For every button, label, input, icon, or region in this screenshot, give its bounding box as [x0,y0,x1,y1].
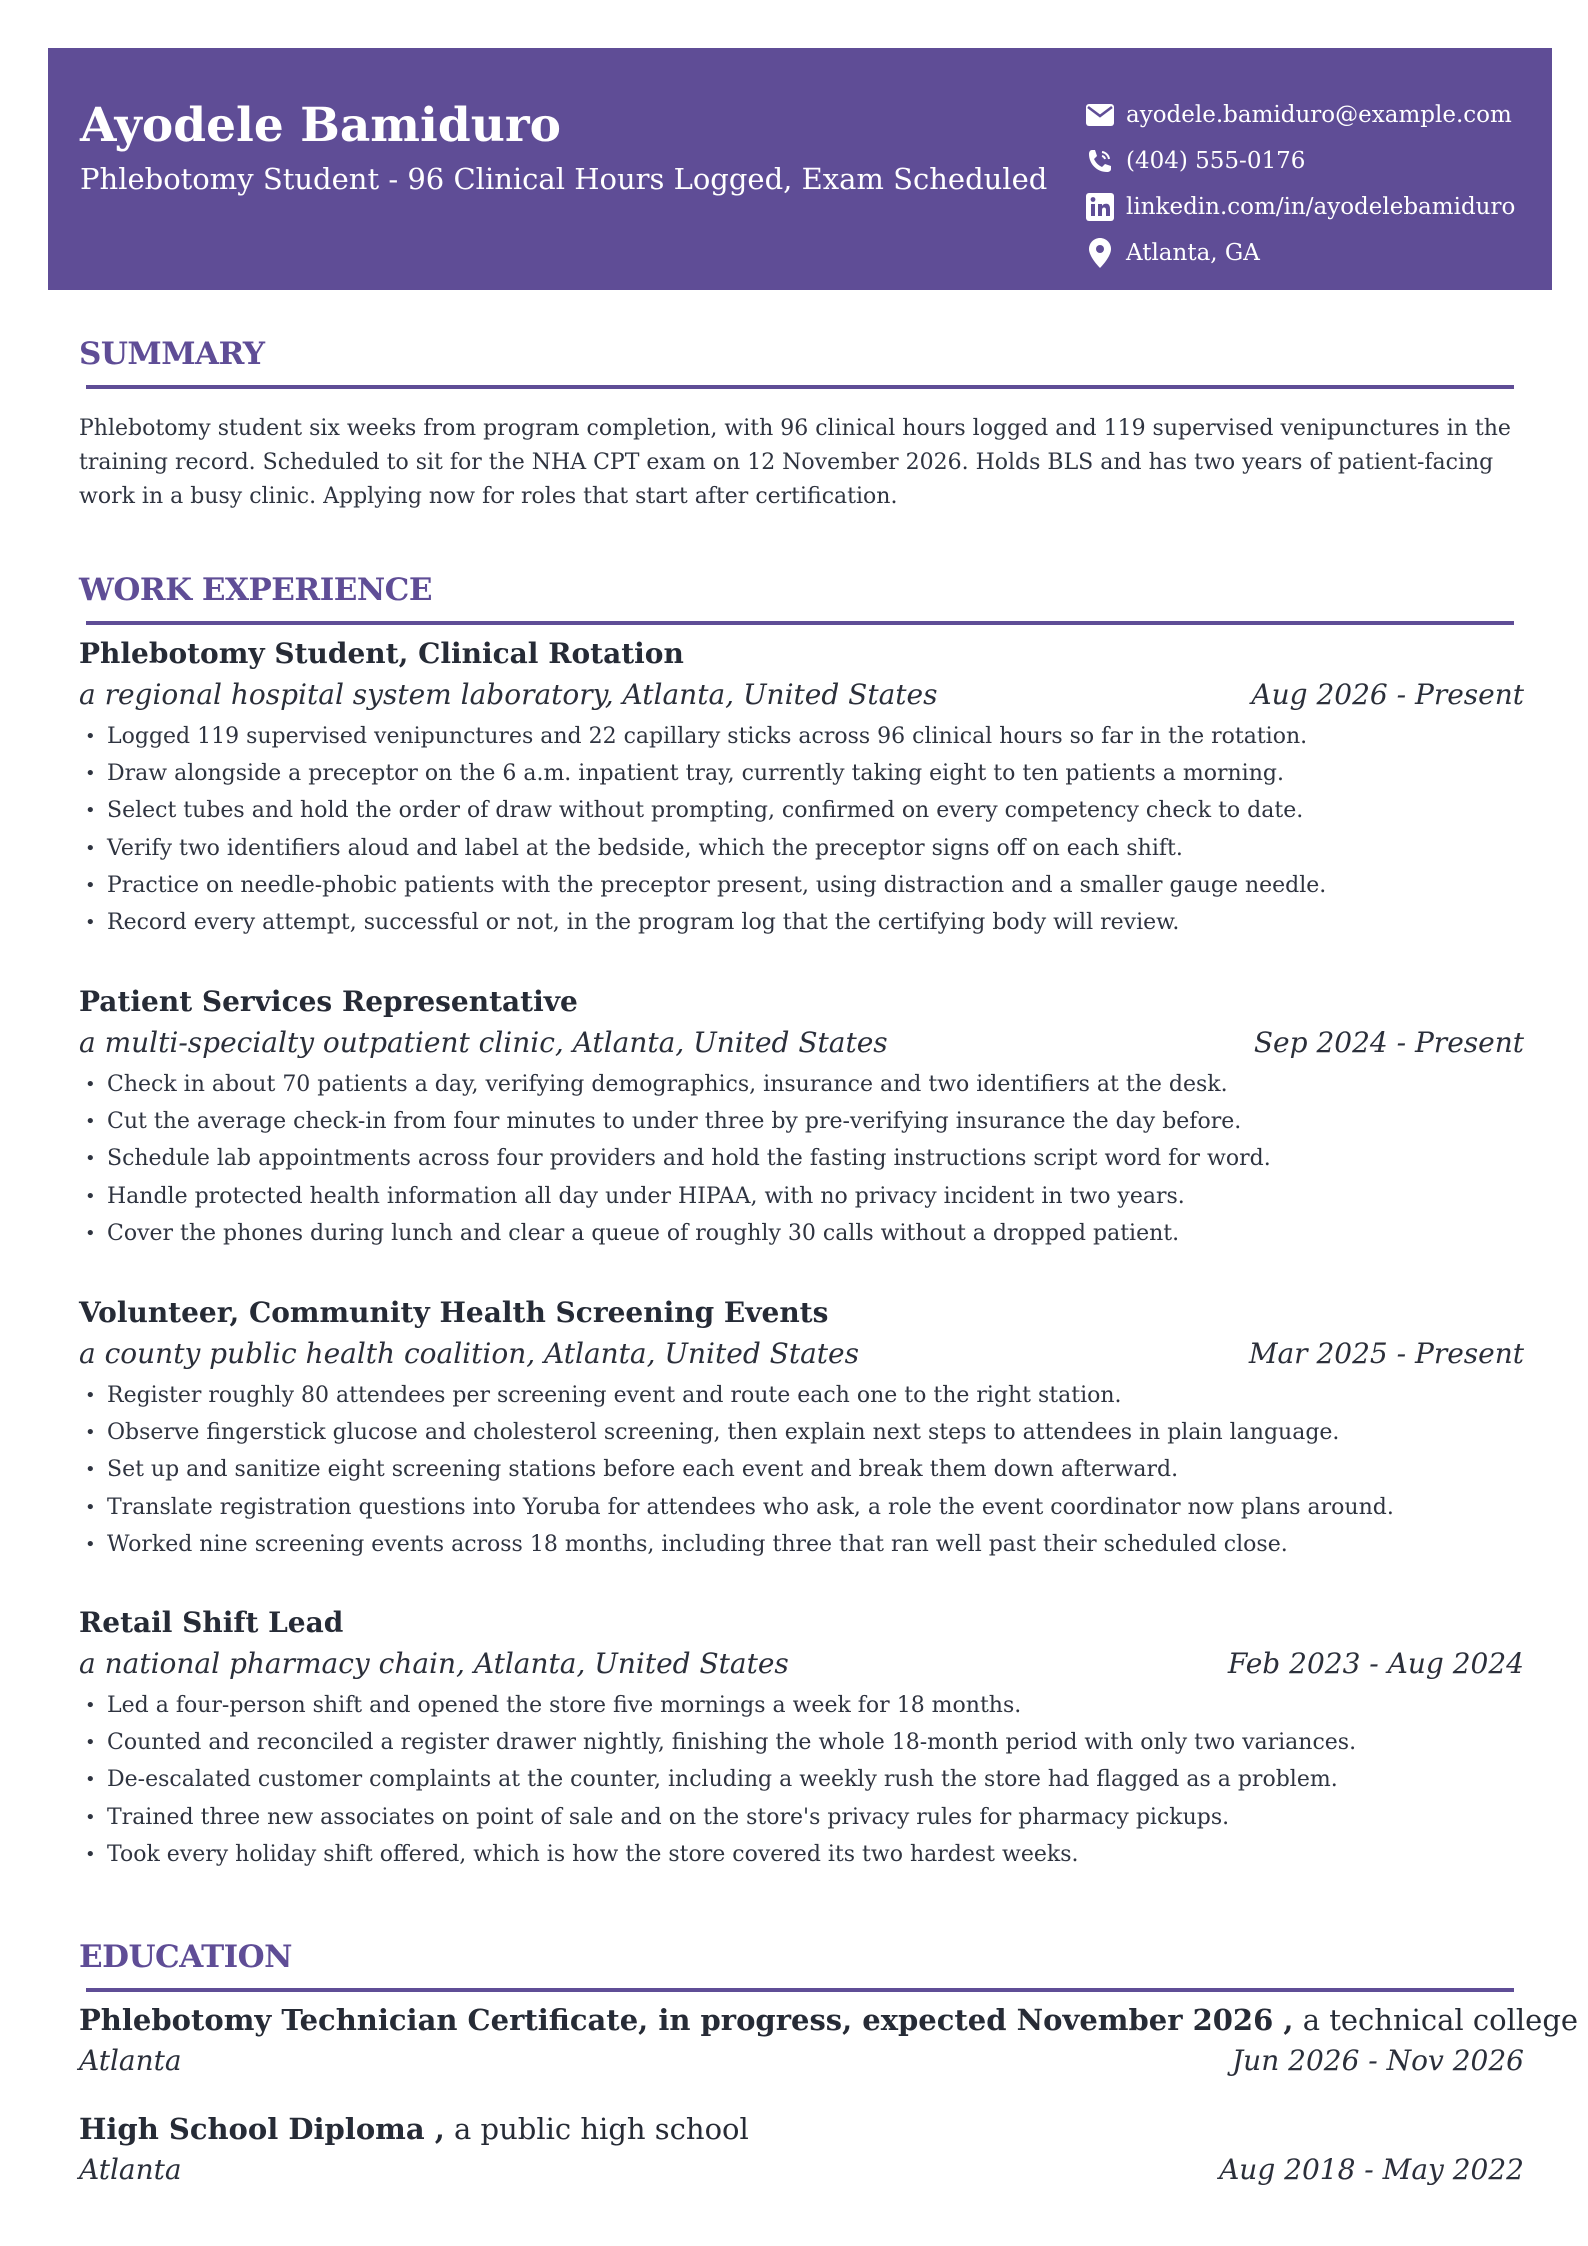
bullet-item: • Draw alongside a preceptor on the 6 a.m. inpatient tray, currently taking eight to ten patients a morning. [79,755,1524,792]
job-title: Phlebotomy Student, Clinical Rotation [79,637,684,670]
bullet-item: • Translate registration questions into Yoruba for attendees who ask, a role the event coordinator now plans around. [79,1489,1524,1526]
bullet-item: • Register roughly 80 attendees per screening event and route each one to the right station. [79,1377,1524,1414]
bullet-item: • De-escalated customer complaints at the counter, including a weekly rush the store had flagged as a problem. [79,1761,1524,1798]
bullet-item: • Led a four-person shift and opened the store five mornings a week for 18 months. [79,1687,1524,1724]
job-entry [79,634,1524,941]
bullet-item: • Record every attempt, successful or not, in the program log that the certifying body will review. [79,904,1524,941]
job-entry [79,982,1524,1252]
job-dates: Sep 2024 - Present [1253,1026,1524,1059]
bullet-item: • Took every holiday shift offered, which is how the store covered its two hardest weeks. [79,1836,1524,1873]
education-institution: a public high school [444,2112,749,2146]
education-dates: Aug 2018 - May 2022 [1219,2153,1524,2186]
job-dates: Mar 2025 - Present [1248,1337,1524,1370]
email-text[interactable]: ayodele.bamiduro@example.com [1126,102,1512,128]
job-meta [79,1333,1524,1375]
job-bullets [79,718,1524,941]
bullet-item: • Cover the phones during lunch and clear a queue of roughly 30 calls without a dropped patient. [79,1215,1524,1252]
bullet-item: • Verify two identifiers aloud and label at the bedside, which the preceptor signs off on each shift. [79,830,1524,867]
linkedin-text[interactable]: linkedin.com/in/ayodelebamiduro [1126,194,1516,220]
linkedin-icon [1084,191,1116,223]
job-title: Volunteer, Community Health Screening Events [79,1296,829,1329]
contact-linkedin[interactable] [1084,184,1515,230]
education-heading: EDUCATION [79,1939,292,1975]
candidate-headline: Phlebotomy Student - 96 Clinical Hours Logged, Exam Scheduled [80,162,1048,196]
experience-divider [86,621,1514,625]
bullet-item: • Set up and sanitize eight screening stations before each event and break them down afterward. [79,1451,1524,1488]
job-organization: a national pharmacy chain, Atlanta, United States [79,1647,789,1680]
bullet-item: • Handle protected health information all day under HIPAA, with no privacy incident in two years. [79,1178,1524,1215]
summary-text: Phlebotomy student six weeks from program completion, with 96 clinical hours logged and 119 supervised venipunctures in the training record. Scheduled to sit for the NHA CPT exam on 12 November 2026. Holds BLS and has two years of patient-facing work in a busy clinic. Applying now for roles that start after certification. [79,416,1511,509]
education-degree-line [79,2109,1524,2149]
header-banner [48,48,1552,290]
summary-heading: SUMMARY [79,336,265,372]
bullet-item: • Cut the average check-in from four minutes to under three by pre-verifying insurance the day before. [79,1103,1524,1140]
job-title: Retail Shift Lead [79,1606,344,1639]
education-entry [79,2000,1579,2082]
bullet-item: • Worked nine screening events across 18 months, including three that ran well past their scheduled close. [79,1526,1524,1563]
bullet-item: • Check in about 70 patients a day, verifying demographics, insurance and two identifiers at the desk. [79,1066,1524,1103]
job-meta [79,674,1524,716]
bullet-item: • Trained three new associates on point of sale and on the store's privacy rules for pharmacy pickups. [79,1799,1524,1836]
education-dates: Jun 2026 - Nov 2026 [1231,2044,1524,2077]
candidate-name: Ayodele Bamiduro [80,98,562,153]
bullet-item: • Practice on needle-phobic patients with the preceptor present, using distraction and a smaller gauge needle. [79,867,1524,904]
job-bullets [79,1066,1524,1252]
education-degree: High School Diploma , [79,2112,445,2146]
bullet-item: • Schedule lab appointments across four providers and hold the fasting instructions script word for word. [79,1140,1524,1177]
job-title: Patient Services Representative [79,985,578,1018]
bullet-item: • Select tubes and hold the order of draw without prompting, confirmed on every competency check to date. [79,792,1524,829]
job-organization: a county public health coalition, Atlanta, United States [79,1337,859,1370]
education-degree-line [79,2000,1579,2040]
education-location: Atlanta [79,2044,182,2077]
job-bullets [79,1687,1524,1873]
education-location: Atlanta [79,2153,182,2186]
contact-location [1084,230,1515,276]
job-bullets [79,1377,1524,1563]
envelope-icon [1084,99,1116,131]
bullet-item: • Logged 119 supervised venipunctures and 22 capillary sticks across 96 clinical hours so far in the rotation. [79,718,1524,755]
education-meta [79,2040,1524,2082]
experience-heading: WORK EXPERIENCE [79,572,432,608]
job-meta [79,1643,1524,1685]
contact-email[interactable] [1084,92,1515,138]
bullet-item: • Counted and reconciled a register drawer nightly, finishing the whole 18-month period with only two variances. [79,1724,1524,1761]
job-organization: a multi-specialty outpatient clinic, Atlanta, United States [79,1026,888,1059]
contact-phone[interactable] [1084,138,1515,184]
job-dates: Aug 2026 - Present [1251,678,1524,711]
job-organization: a regional hospital system laboratory, Atlanta, United States [79,678,938,711]
summary-divider [86,385,1514,389]
education-institution: a technical college [1293,2003,1579,2037]
location-pin-icon [1084,237,1116,269]
education-divider [86,1988,1514,1992]
job-entry [79,1293,1524,1563]
phone-text[interactable]: (404) 555-0176 [1126,148,1306,174]
contact-list [1084,92,1515,276]
location-text: Atlanta, GA [1126,240,1260,266]
job-dates: Feb 2023 - Aug 2024 [1227,1647,1524,1680]
education-degree: Phlebotomy Technician Certificate, in progress, expected November 2026 , [79,2003,1294,2037]
bullet-item: • Observe fingerstick glucose and cholesterol screening, then explain next steps to attendees in plain language. [79,1414,1524,1451]
job-entry [79,1603,1524,1873]
education-entry [79,2109,1524,2191]
job-meta [79,1022,1524,1064]
phone-icon [1084,145,1116,177]
education-meta [79,2149,1524,2191]
